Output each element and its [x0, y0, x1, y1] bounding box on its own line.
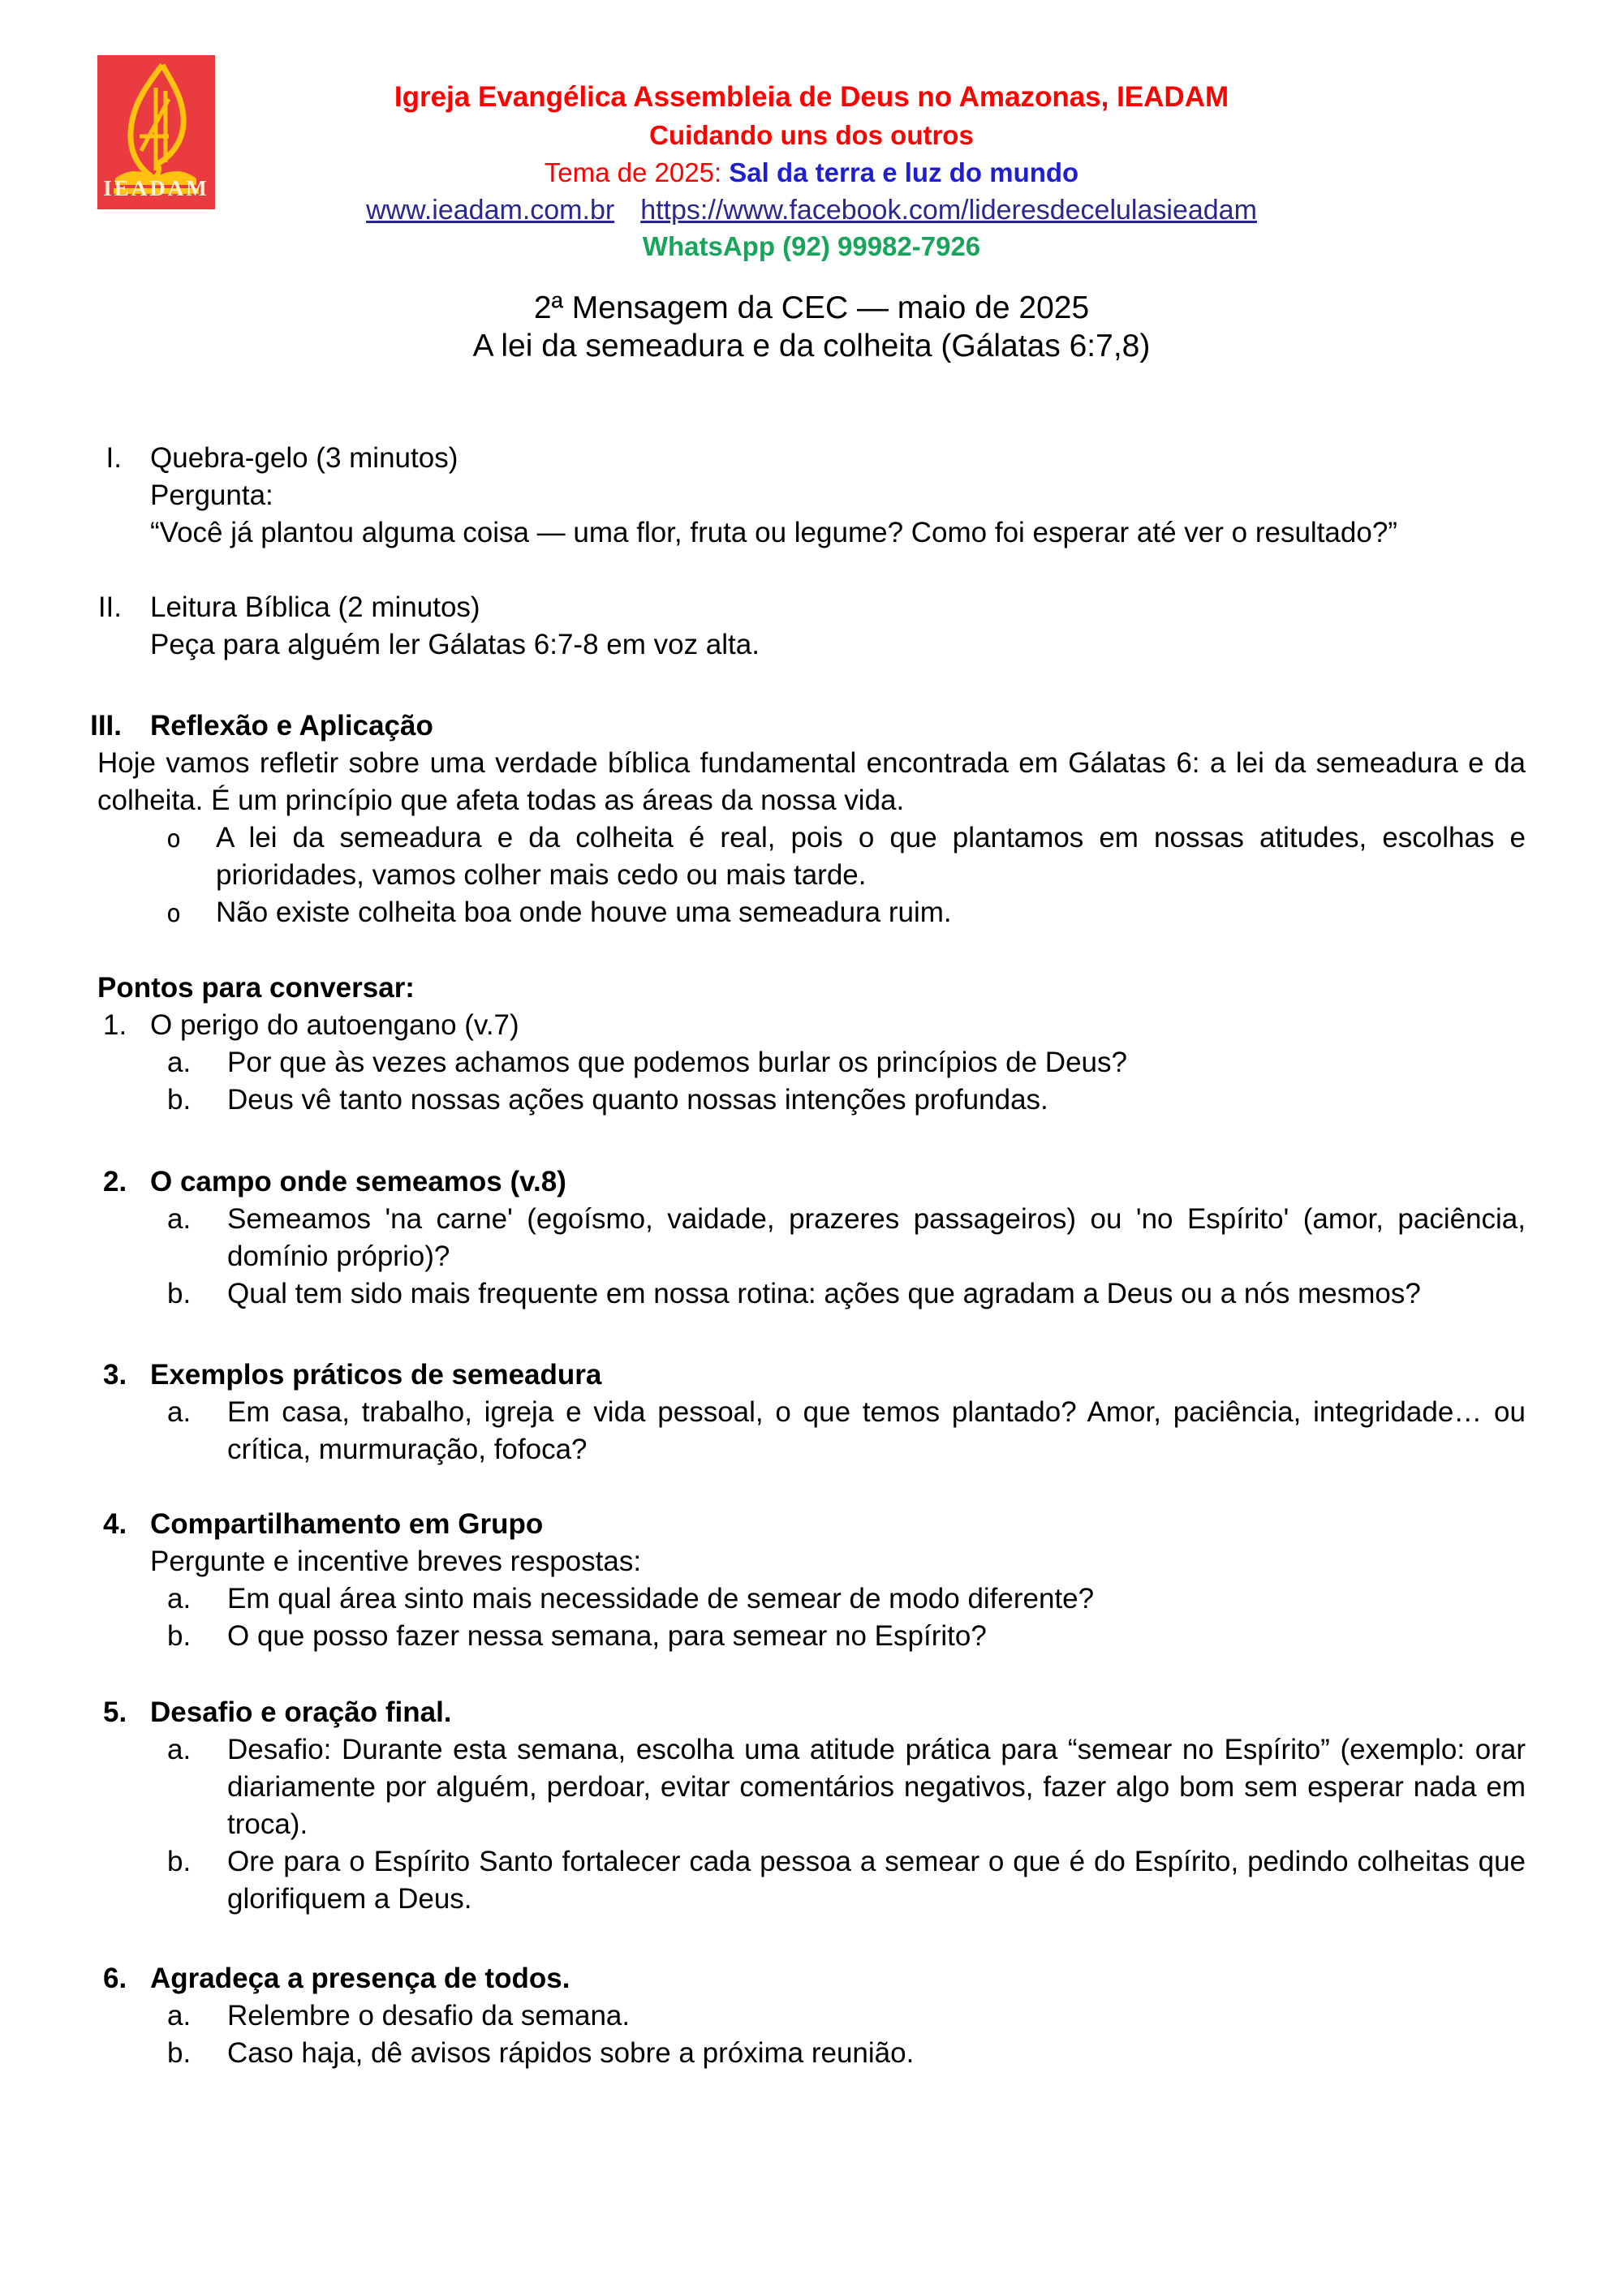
roman-numeral: III. [90, 710, 122, 742]
website-link[interactable]: www.ieadam.com.br [366, 195, 615, 226]
point-title: Compartilhamento em Grupo [150, 1508, 544, 1540]
subitem-letter: b. [167, 1846, 192, 1877]
roman-numeral: II. [97, 591, 122, 623]
subitem-letter: a. [167, 1047, 192, 1078]
letterhead [0, 0, 1623, 264]
subitem-letter: a. [167, 1396, 192, 1428]
doc-title: 2ª Mensagem da CEC — maio de 2025 [533, 290, 1090, 325]
point-title-line [103, 1506, 1526, 1543]
point-title-line [103, 1694, 1526, 1731]
org-name: Igreja Evangélica Assembleia de Deus no Amazonas, IEADAM [394, 81, 1229, 113]
subitem [167, 1843, 1526, 1918]
subitem [167, 1731, 1526, 1843]
section-paragraph: Hoje vamos refletir sobre uma verdade bíblica fundamental encontrada em Gálatas 6: a lei da semeadura e da colheita. É um princípio que afeta todas as áreas da nossa vida. [97, 747, 1526, 816]
facebook-link[interactable]: https://www.facebook.com/lideresdecelulasieadam [640, 195, 1257, 226]
subitem [167, 1201, 1526, 1275]
body-line: “Você já plantou alguma coisa — uma flor, fruta ou legume? Como foi esperar até ver o resultado?” [150, 517, 1397, 548]
subitem-text: Qual tem sido mais frequente em nossa rotina: ações que agradam a Deus ou a nós mesmos? [227, 1278, 1421, 1309]
subitem-letter: a. [167, 1583, 192, 1615]
section-heading-line [105, 440, 1526, 477]
section-heading: Reflexão e Aplicação [150, 710, 433, 742]
point-title-line [103, 1960, 1526, 1997]
subitem-text: Em qual área sinto mais necessidade de semear de modo diferente? [227, 1583, 1095, 1615]
subitem-letter: b. [167, 1278, 192, 1309]
list-number: 1. [103, 1009, 127, 1041]
list-number: 4. [103, 1508, 127, 1540]
section-quebra-gelo [97, 440, 1526, 552]
subitem-text: Deus vê tanto nossas ações quanto nossas intenções profundas. [227, 1084, 1048, 1116]
circle-bullet-icon: o [166, 825, 182, 853]
bullet-text: Não existe colheita boa onde houve uma semeadura ruim. [216, 896, 952, 928]
roman-numeral: I. [105, 442, 122, 474]
section-leitura-biblica [97, 589, 1526, 664]
ieadam-logo [97, 55, 215, 209]
body-line: Peça para alguém ler Gálatas 6:7-8 em voz alta. [150, 629, 760, 660]
letterhead-text [0, 0, 1623, 264]
subitem-text: Semeamos 'na carne' (egoísmo, vaidade, prazeres passageiros) ou 'no Espírito' (amor, paciência, domínio próprio)? [227, 1203, 1526, 1272]
point-title: Exemplos práticos de semeadura [150, 1359, 602, 1391]
subitem-text: O que posso fazer nessa semana, para semear no Espírito? [227, 1620, 987, 1652]
section-heading: Quebra-gelo (3 minutos) [150, 442, 458, 474]
subitem-letter: b. [167, 1620, 192, 1652]
talk-point-1 [97, 1007, 1526, 1119]
bullet-item [166, 819, 1526, 894]
point-title: O perigo do autoengano (v.7) [150, 1009, 519, 1041]
motto: Cuidando uns dos outros [649, 120, 974, 150]
talk-point-6 [97, 1960, 1526, 2072]
subitem-letter: b. [167, 1084, 192, 1116]
circle-bullet-icon: o [166, 900, 182, 928]
point-title: O campo onde semeamos (v.8) [150, 1166, 566, 1197]
subitem [167, 1580, 1526, 1618]
subitem [167, 1275, 1526, 1313]
subitem [167, 1618, 1526, 1655]
subitem-text: Ore para o Espírito Santo fortalecer cada pessoa a semear o que é do Espírito, pedindo colheitas que glorifiquem a Deus. [227, 1846, 1526, 1915]
subitem-text: Relembre o desafio da semana. [227, 2000, 631, 2032]
subitem-text: Em casa, trabalho, igreja e vida pessoal, o que temos plantado? Amor, paciência, integridade… ou crítica, murmuração, fofoca? [227, 1396, 1526, 1465]
logo-wordmark: IEADAM [103, 176, 209, 200]
point-title-line [103, 1163, 1526, 1201]
section-heading-line [97, 589, 1526, 626]
subitem [167, 1081, 1526, 1119]
talk-point-5 [97, 1694, 1526, 1918]
point-intro: Pergunte e incentive breves respostas: [150, 1546, 642, 1577]
point-title-line [103, 1007, 1526, 1044]
talk-point-4 [97, 1506, 1526, 1655]
point-title: Agradeça a presença de todos. [150, 1963, 570, 1994]
list-number: 6. [103, 1963, 127, 1994]
point-title-line [103, 1357, 1526, 1394]
subitem-letter: a. [167, 1203, 192, 1235]
whatsapp-line: WhatsApp (92) 99982-7926 [642, 231, 981, 261]
subitem-text: Caso haja, dê avisos rápidos sobre a próxima reunião. [227, 2037, 915, 2069]
section-heading: Leitura Bíblica (2 minutos) [150, 591, 480, 623]
section-heading-line [90, 707, 1526, 745]
list-number: 2. [103, 1166, 127, 1197]
section-reflexao-aplicacao [90, 707, 1526, 931]
theme-prefix: Tema de 2025: [544, 157, 730, 187]
list-number: 5. [103, 1696, 127, 1728]
links-line [0, 191, 1623, 229]
talk-point-3 [97, 1357, 1526, 1468]
theme-line [0, 154, 1623, 191]
point-title: Desafio e oração final. [150, 1696, 452, 1728]
doc-subtitle: A lei da semeadura e da colheita (Gálatas 6:7,8) [472, 329, 1151, 363]
list-number: 3. [103, 1359, 127, 1391]
subitem [167, 1394, 1526, 1468]
title-block [0, 289, 1623, 365]
subitem-letter: b. [167, 2037, 192, 2069]
bullet-text: A lei da semeadura e da colheita é real, pois o que plantamos em nossas atitudes, escolhas e prioridades, vamos colher mais cedo ou mais tarde. [216, 822, 1526, 891]
subitem [167, 1044, 1526, 1081]
subitem-text: Desafio: Durante esta semana, escolha uma atitude prática para “semear no Espírito” (exemplo: orar diariamente por alguém, perdoar, evitar comentários negativos, fazer algo bom sem esperar nada em troca). [227, 1734, 1526, 1840]
subitem-letter: a. [167, 1734, 192, 1765]
subitem [167, 2035, 1526, 2072]
bullet-item [166, 894, 1526, 931]
talk-point-2 [97, 1163, 1526, 1313]
document-body [90, 440, 1526, 2072]
theme-value: Sal da terra e luz do mundo [729, 157, 1079, 187]
body-line: Pergunta: [150, 479, 273, 511]
subitem-letter: a. [167, 2000, 192, 2032]
talk-points-heading: Pontos para conversar: [97, 972, 415, 1004]
subitem [167, 1997, 1526, 2035]
subitem-text: Por que às vezes achamos que podemos burlar os princípios de Deus? [227, 1047, 1127, 1078]
